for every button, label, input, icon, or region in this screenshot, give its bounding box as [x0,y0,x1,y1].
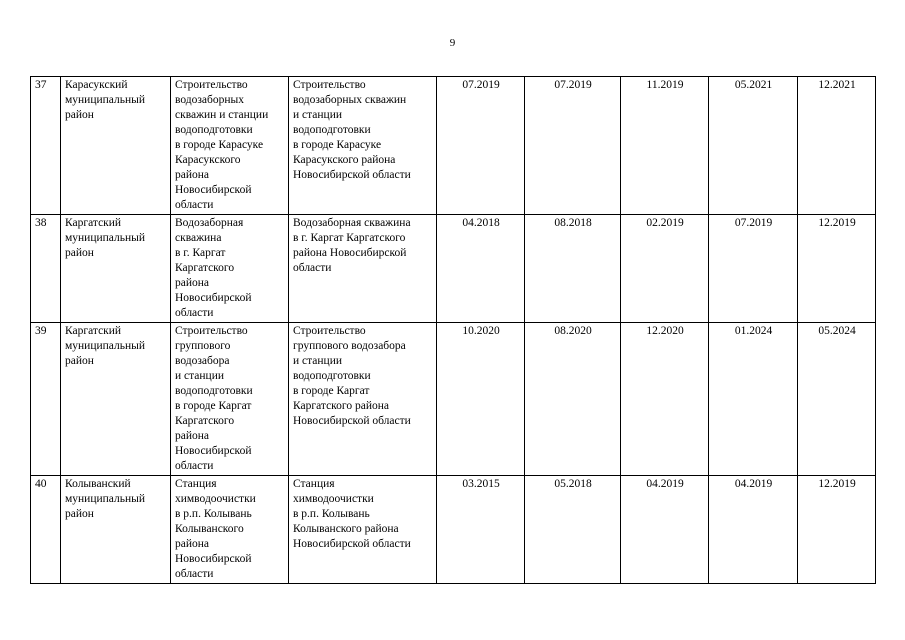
date-cell-3: 04.2019 [621,476,709,584]
date-cell-4: 07.2019 [709,215,798,323]
table-row [31,476,876,584]
district-cell: Карасукский муниципальный район [61,77,171,215]
row-number: 39 [31,323,61,476]
date-cell-2: 08.2018 [525,215,621,323]
date-cell-5: 12.2021 [798,77,876,215]
date-cell-4: 01.2024 [709,323,798,476]
object-cell: Строительство водозаборных скважин и станции водоподготовки в городе Карасуке Карасукского района Новосибирской области [171,77,289,215]
row-number: 40 [31,476,61,584]
page-number: 9 [449,37,456,49]
date-cell-2: 08.2020 [525,323,621,476]
district-cell: Каргатский муниципальный район [61,215,171,323]
description-cell: Строительство группового водозабора и станции водоподготовки в городе Каргат Каргатского района Новосибирской области [289,323,437,476]
projects-table [30,76,876,584]
table-row [31,215,876,323]
date-cell-1: 10.2020 [437,323,525,476]
date-cell-2: 07.2019 [525,77,621,215]
object-cell: Строительство группового водозабора и станции водоподготовки в городе Каргат Каргатского района Новосибирской области [171,323,289,476]
row-number: 38 [31,215,61,323]
date-cell-2: 05.2018 [525,476,621,584]
date-cell-5: 05.2024 [798,323,876,476]
date-cell-1: 04.2018 [437,215,525,323]
district-cell: Каргатский муниципальный район [61,323,171,476]
date-cell-1: 03.2015 [437,476,525,584]
date-cell-5: 12.2019 [798,476,876,584]
table-row [31,323,876,476]
description-cell: Водозаборная скважина в г. Каргат Каргатского района Новосибирской области [289,215,437,323]
date-cell-3: 12.2020 [621,323,709,476]
table-row [31,77,876,215]
description-cell: Строительство водозаборных скважин и станции водоподготовки в городе Карасуке Карасукского района Новосибирской области [289,77,437,215]
description-cell: Станция химводоочистки в р.п. Колывань Колыванского района Новосибирской области [289,476,437,584]
date-cell-4: 04.2019 [709,476,798,584]
date-cell-5: 12.2019 [798,215,876,323]
date-cell-3: 11.2019 [621,77,709,215]
date-cell-3: 02.2019 [621,215,709,323]
row-number: 37 [31,77,61,215]
date-cell-4: 05.2021 [709,77,798,215]
object-cell: Станция химводоочистки в р.п. Колывань Колыванского района Новосибирской области [171,476,289,584]
district-cell: Колыванский муниципальный район [61,476,171,584]
date-cell-1: 07.2019 [437,77,525,215]
object-cell: Водозаборная скважина в г. Каргат Каргатского района Новосибирской области [171,215,289,323]
